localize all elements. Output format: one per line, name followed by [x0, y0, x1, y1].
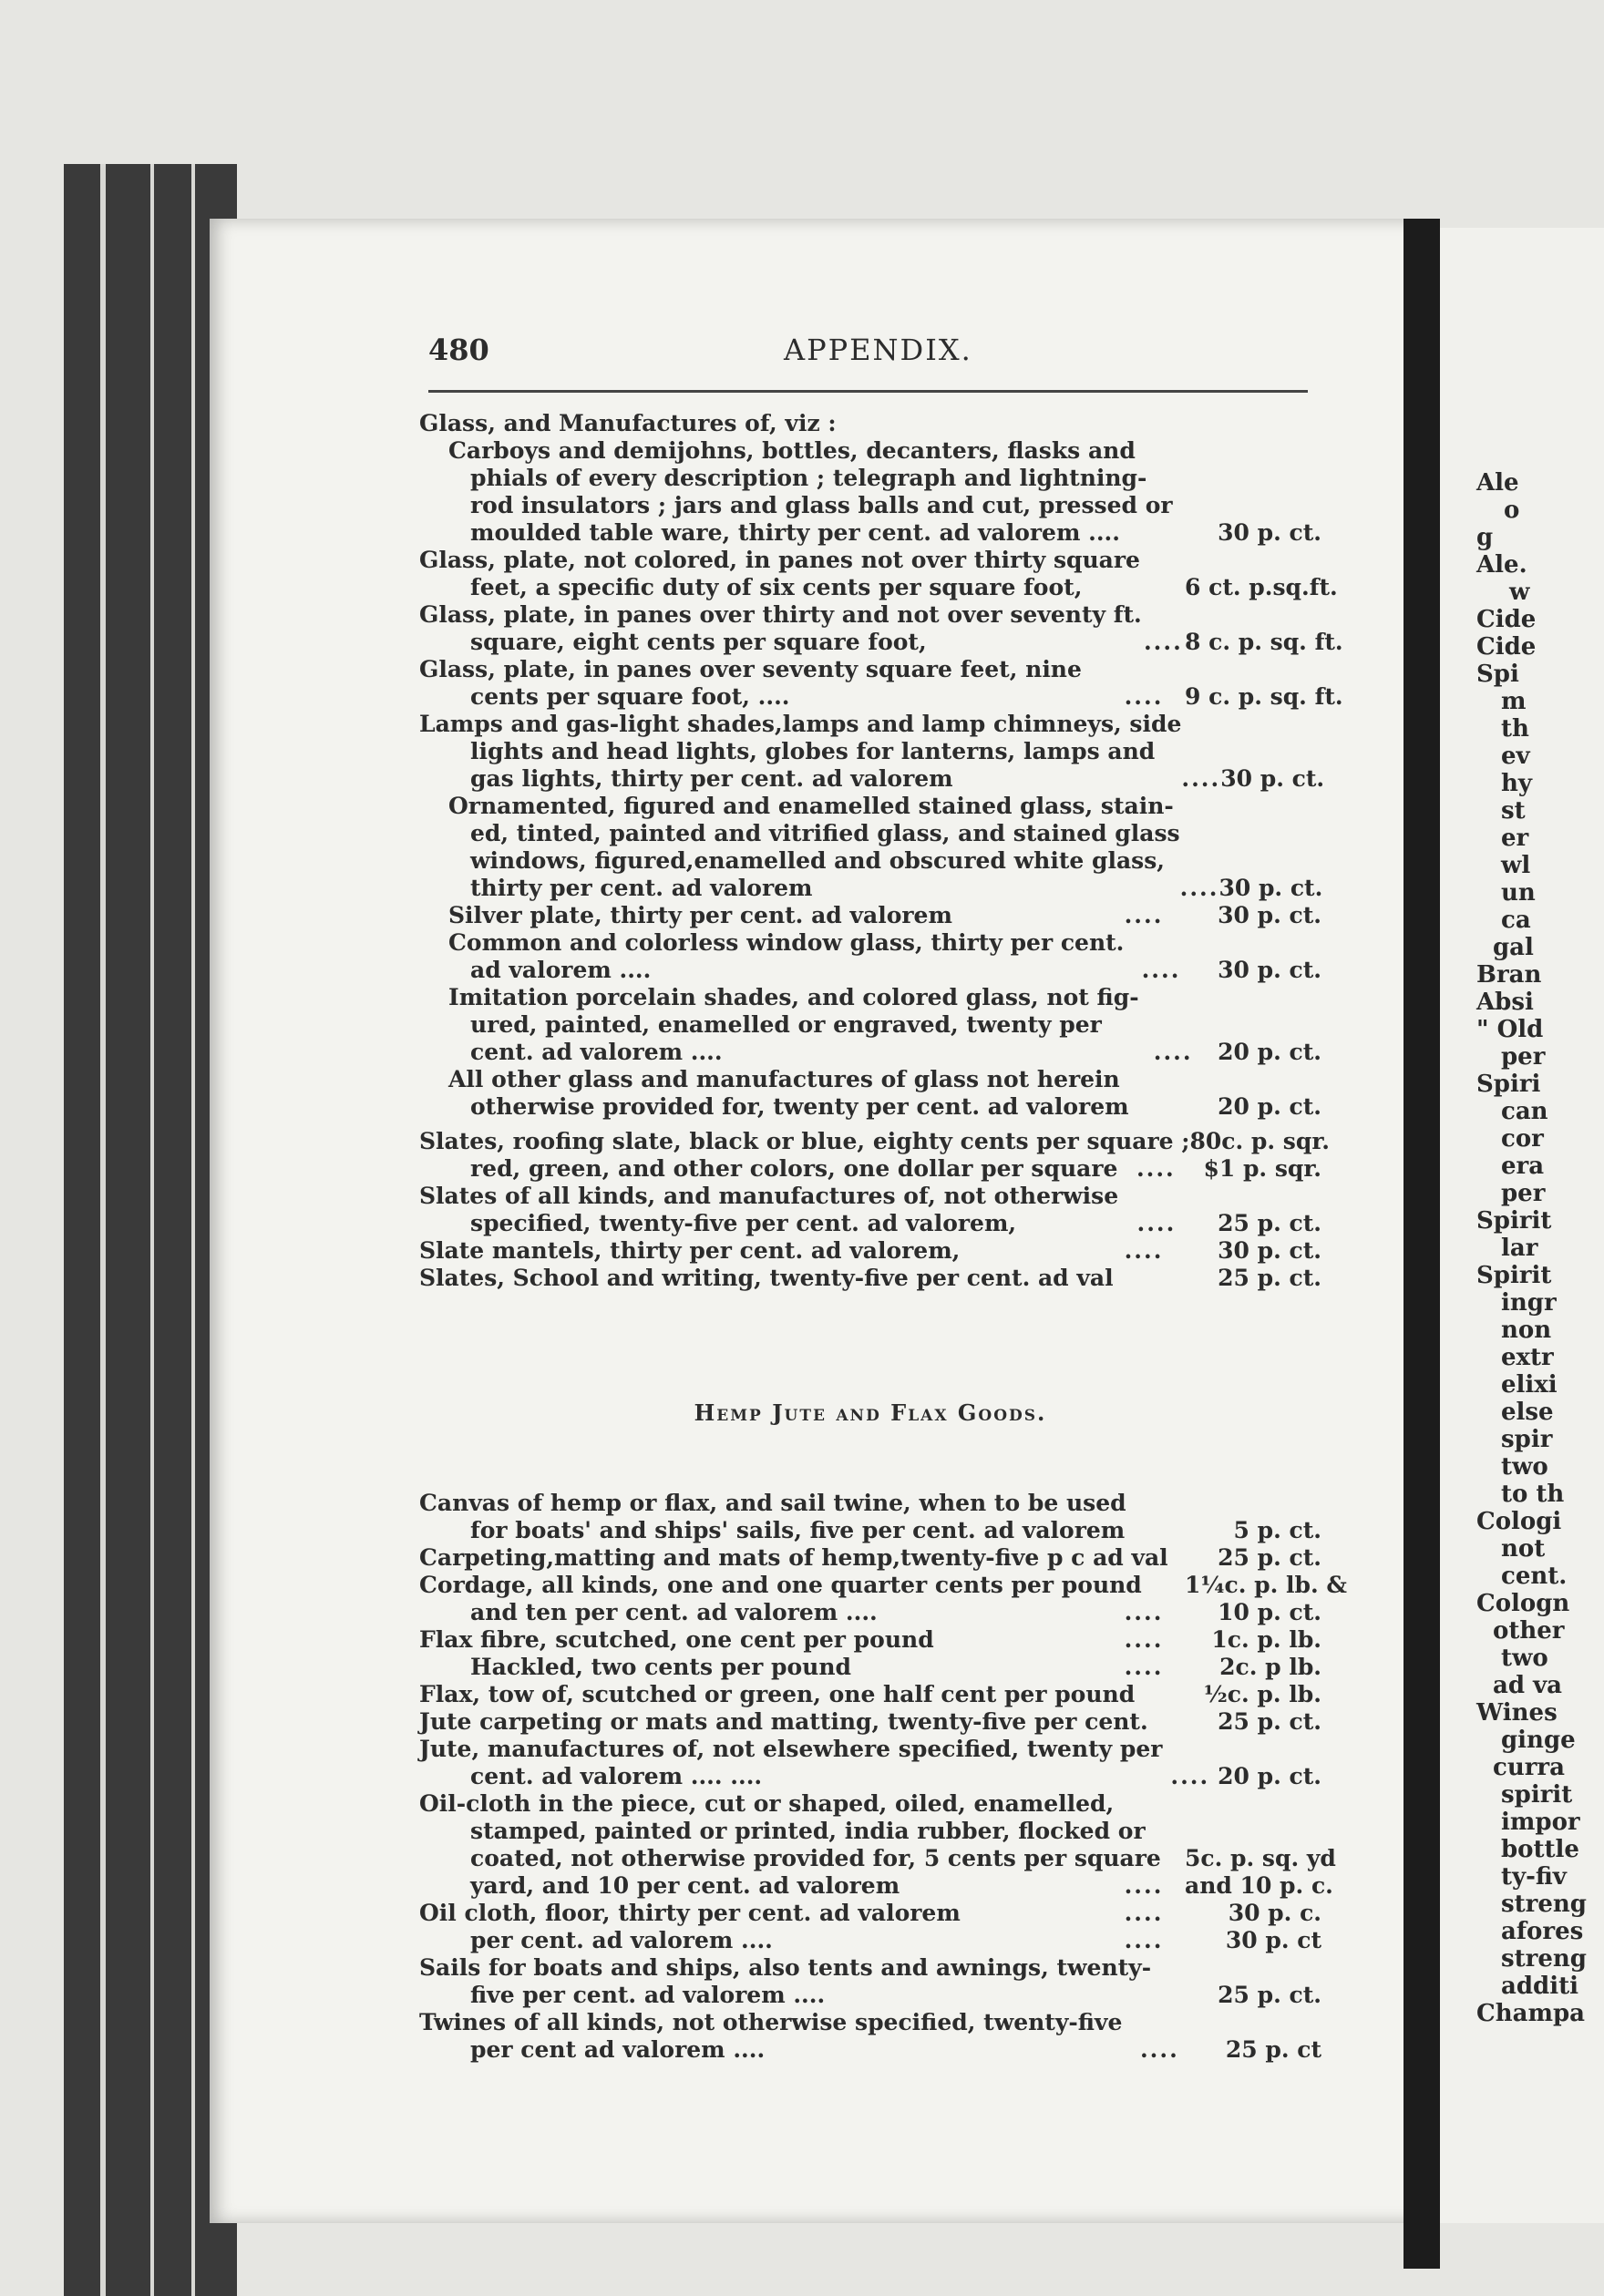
entry-line: Ornamented, figured and enamelled stained glass, stain-	[448, 793, 1174, 819]
tariff-entry	[419, 410, 1321, 437]
entry-line: gas lights, thirty per cent. ad valorem	[470, 765, 953, 792]
entry-line: Jute, manufactures of, not elsewhere specified, twenty per	[419, 1736, 1163, 1762]
entry-description	[419, 2009, 1122, 2064]
entry-description	[419, 711, 1181, 793]
entry-description	[419, 929, 1124, 984]
page-edge-line	[100, 164, 106, 2296]
facing-page-fragment: additi	[1501, 1973, 1578, 2000]
entry-line: coated, not otherwise provided for, 5 cents per square	[470, 1845, 1161, 1871]
duty-rate: 20 p. ct.	[1218, 1093, 1321, 1120]
facing-page-fragment: curra	[1493, 1754, 1565, 1781]
leader-dots: ....	[1124, 1654, 1164, 1680]
entry-description	[419, 1237, 1103, 1265]
tariff-entry	[419, 1927, 1321, 1954]
facing-page-fragment: o	[1504, 497, 1520, 524]
facing-page-fragment: Champa	[1476, 2000, 1585, 2027]
facing-page-fragment: Spirit	[1476, 1262, 1552, 1289]
tariff-entry	[419, 984, 1321, 1066]
entry-line: ed, tinted, painted and vitrified glass, and stained glass	[470, 820, 1180, 846]
tariff-entry	[419, 547, 1338, 601]
entry-line: Oil cloth, floor, thirty per cent. ad valorem	[419, 1900, 961, 1926]
entry-description	[419, 1790, 1161, 1872]
facing-page-fragment: era	[1501, 1153, 1545, 1180]
entry-description	[419, 902, 1103, 929]
entry-line: Common and colorless window glass, thirty per cent.	[448, 929, 1125, 956]
header-rule	[428, 390, 1308, 393]
entry-description	[419, 1128, 1189, 1155]
duty-rate: 30 p. ct.	[1220, 765, 1325, 792]
entry-line: rod insulators ; jars and glass balls and cut, pressed or	[470, 492, 1173, 518]
entry-description	[419, 1708, 1148, 1736]
entry-description	[419, 984, 1139, 1066]
duty-rate: and 10 p. c.	[1185, 1872, 1333, 1899]
facing-page-fragment: ginge	[1501, 1727, 1576, 1754]
entry-line: Carboys and demijohns, bottles, decanters, flasks and	[448, 437, 1136, 464]
leader-dots: ....	[1136, 1210, 1177, 1236]
entry-line: Slate mantels, thirty per cent. ad valorem,	[419, 1237, 961, 1264]
entry-line: Lamps and gas-light shades,lamps and lamp chimneys, side	[419, 711, 1182, 737]
facing-page-fragment: afores	[1501, 1918, 1584, 1945]
facing-page-fragment: Spiri	[1476, 1071, 1541, 1098]
facing-page-fragment: can	[1501, 1098, 1548, 1125]
leader-dots: ....	[1136, 1155, 1176, 1182]
entry-line: Glass, plate, in panes over thirty and not over seventy ft.	[419, 601, 1142, 628]
entry-description	[419, 1927, 1103, 1954]
entry-line: stamped, painted or printed, india rubber, flocked or	[470, 1818, 1146, 1844]
entry-line: ad valorem ....	[470, 957, 652, 983]
entry-description	[419, 1626, 1103, 1654]
duty-rate: 5 p. ct.	[1233, 1517, 1321, 1543]
duty-rate: 25 p. ct	[1225, 2036, 1321, 2063]
duty-rate: 25 p. ct.	[1218, 1265, 1321, 1291]
leader-dots: ....	[1181, 765, 1221, 792]
entry-line: windows, figured,enamelled and obscured white glass,	[470, 847, 1165, 874]
facing-page-fragment: extr	[1501, 1344, 1554, 1371]
facing-page-fragment: to th	[1501, 1481, 1565, 1508]
book-gutter	[1404, 219, 1440, 2269]
leader-dots: ....	[1141, 957, 1181, 983]
entry-line: yard, and 10 per cent. ad valorem	[470, 1872, 900, 1899]
entry-line: red, green, and other colors, one dollar per square	[470, 1155, 1118, 1182]
duty-rate: 30 p. ct	[1225, 1927, 1321, 1953]
entry-description	[419, 437, 1173, 547]
facing-page-fragment: g	[1476, 524, 1494, 551]
facing-page-fragment: Spi	[1476, 661, 1519, 688]
facing-page-fragment: st	[1501, 797, 1526, 825]
tariff-entry	[419, 1626, 1321, 1654]
facing-page-fragment: Spirit	[1476, 1207, 1552, 1235]
entry-line: Jute carpeting or mats and matting, twenty-five per cent.	[419, 1708, 1148, 1735]
leader-dots: ....	[1124, 1927, 1164, 1953]
page-content	[419, 410, 1347, 2064]
entry-line: All other glass and manufactures of glass not herein	[448, 1066, 1120, 1092]
facing-page-fragment: Ale	[1476, 469, 1519, 497]
entry-line: for boats' and ships' sails, five per cent. ad valorem	[470, 1517, 1126, 1543]
tariff-entry	[419, 656, 1343, 711]
entry-line: Slates of all kinds, and manufactures of, not otherwise	[419, 1183, 1119, 1209]
entry-line: Flax, tow of, scutched or green, one half cent per pound	[419, 1681, 1136, 1707]
entry-description	[419, 656, 1103, 711]
duty-rate: 25 p. ct.	[1218, 1544, 1321, 1571]
tariff-entry	[419, 1900, 1321, 1927]
facing-page-fragment: cent.	[1501, 1563, 1568, 1590]
facing-page-fragment: th	[1501, 715, 1529, 743]
entry-line: feet, a specific duty of six cents per square foot,	[470, 574, 1083, 600]
facing-page-fragment: Cide	[1476, 606, 1537, 633]
leader-dots: ....	[1179, 875, 1219, 901]
duty-rate: 30 p. ct.	[1218, 957, 1321, 983]
tariff-entry	[419, 1681, 1321, 1708]
page-heading: APPENDIX.	[784, 333, 972, 367]
facing-page-fragment: m	[1501, 688, 1527, 715]
duty-rate: 30 p. ct.	[1218, 902, 1321, 928]
entry-description	[419, 547, 1140, 601]
entry-line: Glass, plate, in panes over seventy square feet, nine	[419, 656, 1082, 682]
entry-description	[419, 601, 1142, 656]
entry-description	[419, 1544, 1168, 1572]
tariff-entry	[419, 1544, 1321, 1572]
tariff-entry	[419, 1654, 1321, 1681]
entry-line: ured, painted, enamelled or engraved, twenty per	[470, 1011, 1102, 1038]
facing-page-fragment: spirit	[1501, 1781, 1573, 1809]
facing-page-fragment: Cologn	[1476, 1590, 1570, 1617]
page-number: 480	[428, 333, 489, 367]
duty-rate: 8 c. p. sq. ft.	[1185, 629, 1343, 655]
tariff-entry	[419, 1736, 1321, 1790]
facing-page-fragment: er	[1501, 825, 1529, 852]
facing-page-fragment: per	[1501, 1043, 1546, 1071]
facing-page-fragment: else	[1501, 1399, 1554, 1426]
facing-page-fragment: " Old	[1476, 1016, 1544, 1043]
facing-page-fragment: spir	[1501, 1426, 1553, 1453]
tariff-entry	[419, 1237, 1321, 1265]
entry-line: Oil-cloth in the piece, cut or shaped, oiled, enamelled,	[419, 1790, 1115, 1817]
entry-description	[419, 1572, 1142, 1599]
entry-line: otherwise provided for, twenty per cent. ad valorem	[470, 1093, 1129, 1120]
tariff-entry	[419, 1490, 1321, 1544]
facing-page-fragment: Bran	[1476, 961, 1542, 989]
entry-line: lights and head lights, globes for lanterns, lamps and	[470, 738, 1156, 764]
entry-description	[419, 1654, 1103, 1681]
facing-page-fragment: Cide	[1476, 633, 1537, 661]
entry-description	[419, 1490, 1126, 1544]
entry-description	[419, 1900, 1103, 1927]
tariff-entry	[419, 601, 1343, 656]
facing-page-fragment: other	[1493, 1617, 1565, 1645]
entry-line: Carpeting,matting and mats of hemp,twenty-five p c ad val	[419, 1544, 1168, 1571]
entry-description	[419, 1265, 1114, 1292]
tariff-entry	[419, 1183, 1321, 1237]
entry-line: per cent ad valorem ....	[470, 2036, 766, 2063]
facing-page-fragment: un	[1501, 879, 1536, 907]
duty-rate: 10 p. ct.	[1218, 1599, 1321, 1625]
entry-line: Hackled, two cents per pound	[470, 1654, 851, 1680]
entry-description	[419, 1872, 1103, 1900]
entry-description	[419, 1736, 1162, 1790]
entry-line: phials of every description ; telegraph and lightning-	[470, 465, 1147, 491]
facing-page-fragment: ingr	[1501, 1289, 1557, 1317]
entry-line: per cent. ad valorem ....	[470, 1927, 773, 1953]
facing-page-fragment: not	[1501, 1535, 1546, 1563]
entry-description	[419, 1954, 1151, 2009]
facing-page-fragment: ty-fiv	[1501, 1863, 1567, 1891]
facing-page-fragment: ev	[1501, 743, 1530, 770]
entry-line: Slates, roofing slate, black or blue, eighty cents per square ;	[419, 1128, 1190, 1154]
facing-page-fragment: Absi	[1476, 989, 1534, 1016]
entry-line: square, eight cents per square foot,	[470, 629, 927, 655]
entry-line: Twines of all kinds, not otherwise specified, twenty-five	[419, 2009, 1123, 2035]
tariff-entry	[419, 2009, 1321, 2064]
duty-rate: 20 p. ct.	[1218, 1763, 1321, 1789]
entry-description	[419, 1599, 1103, 1626]
slates-tariff-list	[419, 1128, 1330, 1292]
duty-rate: 25 p. ct.	[1218, 1210, 1321, 1236]
leader-dots: ....	[1139, 2036, 1179, 2063]
leader-dots: ....	[1170, 1763, 1210, 1789]
duty-rate: 1c. p. lb.	[1211, 1626, 1321, 1653]
entry-line: specified, twenty-five per cent. ad valorem,	[470, 1210, 1017, 1236]
entry-line: cent. ad valorem .... ....	[470, 1763, 763, 1789]
leader-dots: ....	[1153, 1039, 1193, 1065]
duty-rate: 30 p. c.	[1228, 1900, 1321, 1926]
tariff-entry	[419, 1599, 1321, 1626]
facing-page-fragment: Wines	[1476, 1699, 1558, 1727]
facing-page-fragment: bottle	[1501, 1836, 1579, 1863]
tariff-entry	[419, 1790, 1336, 1872]
duty-rate: 30 p. ct.	[1218, 519, 1321, 546]
facing-page-fragment: impor	[1501, 1809, 1580, 1836]
tariff-entry	[419, 1954, 1321, 2009]
entry-line: Sails for boats and ships, also tents and awnings, twenty-	[419, 1954, 1152, 1981]
entry-line: Slates, School and writing, twenty-five per cent. ad val	[419, 1265, 1114, 1291]
leader-dots: ....	[1124, 1599, 1164, 1625]
duty-rate: 80c. p. sqr.	[1189, 1128, 1330, 1154]
duty-rate: 9 c. p. sq. ft.	[1185, 683, 1343, 710]
glass-tariff-list	[419, 410, 1343, 1121]
entry-line: Glass, plate, not colored, in panes not over thirty square	[419, 547, 1140, 573]
facing-page-fragment: streng	[1501, 1945, 1587, 1973]
entry-description	[419, 1066, 1129, 1121]
entry-description	[419, 1681, 1135, 1708]
facing-page-fragment: Ale.	[1476, 551, 1527, 579]
facing-page-fragment: Cologi	[1476, 1508, 1562, 1535]
tariff-entry	[419, 711, 1325, 793]
entry-line: Silver plate, thirty per cent. ad valorem	[448, 902, 952, 928]
tariff-entry	[419, 902, 1321, 929]
entry-line: Cordage, all kinds, one and one quarter cents per pound	[419, 1572, 1142, 1598]
duty-rate: $1 p. sqr.	[1203, 1155, 1321, 1182]
leader-dots: ....	[1124, 902, 1164, 928]
tariff-entry	[419, 1128, 1330, 1155]
entry-line: and ten per cent. ad valorem ....	[470, 1599, 878, 1625]
leader-dots: ....	[1124, 1626, 1164, 1653]
duty-rate: 20 p. ct.	[1218, 1039, 1321, 1065]
leader-dots: ....	[1124, 1237, 1164, 1264]
tariff-entry	[419, 1708, 1321, 1736]
duty-rate: 1¼c. p. lb. &	[1185, 1572, 1347, 1598]
facing-page-fragment: elixi	[1501, 1371, 1558, 1399]
duty-rate: ½c. p. lb.	[1203, 1681, 1321, 1707]
entry-line: cents per square foot, ....	[470, 683, 790, 710]
page-edge-line	[150, 164, 154, 2296]
duty-rate: 5c. p. sq. yd	[1185, 1845, 1336, 1871]
leader-dots: ....	[1143, 629, 1183, 655]
tariff-entry	[419, 929, 1321, 984]
leader-dots: ....	[1124, 683, 1164, 710]
entry-line: Flax fibre, scutched, one cent per pound	[419, 1626, 934, 1653]
tariff-entry	[419, 1265, 1321, 1292]
entry-line: moulded table ware, thirty per cent. ad valorem ....	[470, 519, 1120, 546]
tariff-entry	[419, 793, 1321, 902]
facing-page	[1440, 228, 1604, 2223]
leader-dots: ....	[1124, 1872, 1164, 1899]
duty-rate: 2c. p lb.	[1219, 1654, 1321, 1680]
entry-line: thirty per cent. ad valorem	[470, 875, 813, 901]
entry-description	[419, 793, 1180, 902]
tariff-entry	[419, 1155, 1321, 1183]
facing-page-fragment: w	[1509, 579, 1530, 606]
hemp-tariff-list	[419, 1490, 1347, 2064]
entry-line: cent. ad valorem ....	[470, 1039, 723, 1065]
entry-description	[419, 410, 1103, 437]
tariff-entry	[419, 437, 1321, 547]
entry-line: Canvas of hemp or flax, and sail twine, when to be used	[419, 1490, 1126, 1516]
tariff-entry	[419, 1572, 1347, 1599]
leader-dots: ....	[1124, 1900, 1164, 1926]
duty-rate: 6 ct. p.sq.ft.	[1185, 574, 1338, 600]
facing-page-fragment: two	[1501, 1453, 1548, 1481]
entry-line: five per cent. ad valorem ....	[470, 1982, 826, 2008]
duty-rate: 30 p. ct.	[1218, 875, 1323, 901]
entry-line: Imitation porcelain shades, and colored glass, not fig-	[448, 984, 1139, 1010]
entry-line: Glass, and Manufactures of, viz :	[419, 410, 837, 436]
facing-page-fragment: two	[1501, 1645, 1548, 1672]
tariff-entry	[419, 1872, 1333, 1900]
duty-rate: 25 p. ct.	[1218, 1982, 1321, 2008]
page-edge-line	[191, 164, 195, 2296]
duty-rate: 30 p. ct.	[1218, 1237, 1321, 1264]
facing-page-fragment: per	[1501, 1180, 1546, 1207]
facing-page-fragment: hy	[1501, 770, 1533, 797]
section-heading: Hemp Jute and Flax Goods.	[694, 1399, 1047, 1426]
facing-page-fragment: ad va	[1493, 1672, 1563, 1699]
duty-rate: 25 p. ct.	[1218, 1708, 1321, 1735]
facing-page-fragment: cor	[1501, 1125, 1544, 1153]
facing-page-fragment: wl	[1501, 852, 1531, 879]
facing-page-fragment: non	[1501, 1317, 1552, 1344]
facing-page-fragment: gal	[1493, 934, 1534, 961]
facing-page-fragment: lar	[1501, 1235, 1538, 1262]
facing-page-fragment: streng	[1501, 1891, 1587, 1918]
entry-description	[419, 1183, 1118, 1237]
entry-description	[419, 1155, 1117, 1183]
running-head	[428, 333, 1340, 378]
facing-page-fragment: ca	[1501, 907, 1531, 934]
tariff-entry	[419, 1066, 1321, 1121]
